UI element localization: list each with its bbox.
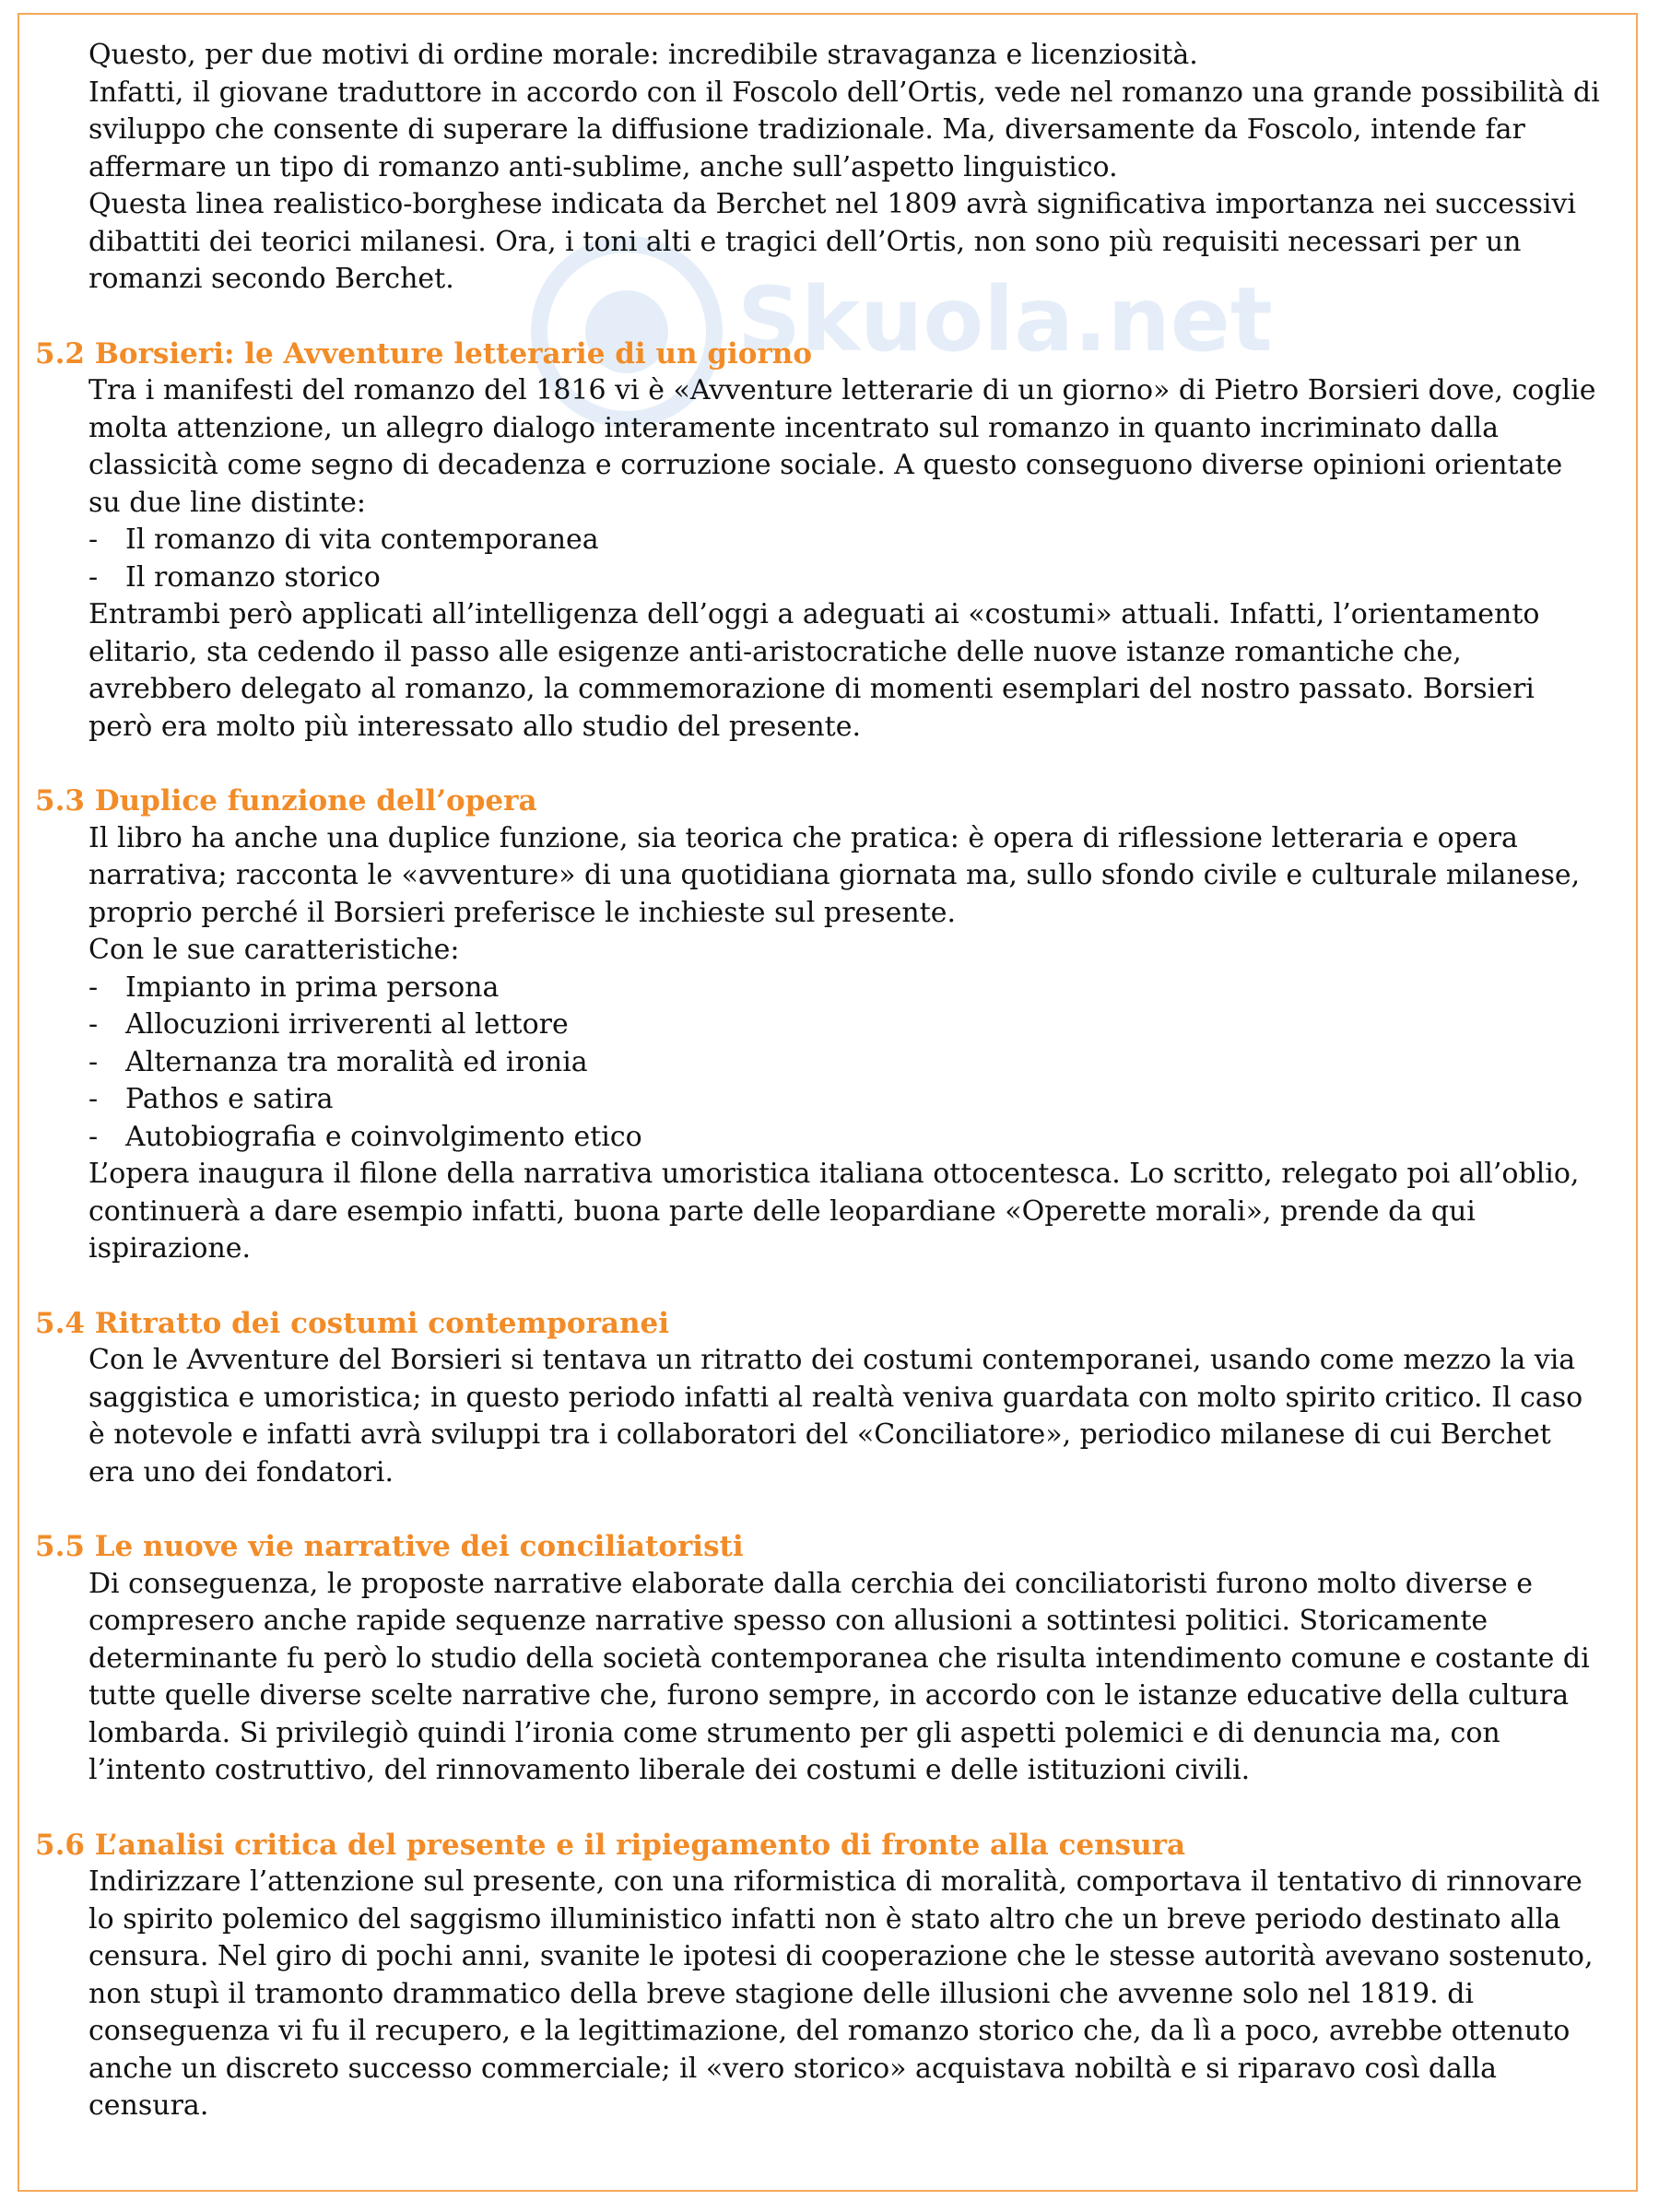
list-item-text: Il romanzo di vita contemporanea (125, 524, 599, 556)
list-item: - Autobiografia e coinvolgimento etico (88, 1120, 642, 1153)
paragraph: L’opera inaugura il filone della narrativa umoristica italiana ottocentesca. Lo scritto, relegato poi all’oblio, continuerà a dare esempio infatti, buona parte delle leopardiane «Operette morali», prende da qui ispirazione. (88, 1158, 1580, 1265)
list-item: - Impianto in prima persona (88, 971, 500, 1004)
list-item-text: Allocuzioni irriverenti al lettore (125, 1008, 569, 1041)
section-5-5 (35, 1528, 1602, 1790)
paragraph: Con le sue caratteristiche: (88, 934, 460, 966)
list-item-text: Pathos e satira (125, 1083, 334, 1115)
section-heading: 5.5 Le nuove vie narrative dei conciliatoristi (35, 1530, 744, 1563)
intro-section (35, 37, 1602, 299)
section-heading: 5.3 Duplice funzione dell’opera (35, 784, 537, 818)
bullet-list (88, 522, 1602, 596)
intro-paragraph: Questo, per due motivi di ordine morale: incredibile stravaganza e licenziosità. (88, 39, 1198, 71)
section-body (35, 1566, 1602, 1790)
list-item-text: Il romanzo storico (125, 560, 381, 594)
list-item-text: Autobiografia e coinvolgimento etico (125, 1120, 642, 1153)
section-5-3 (35, 782, 1602, 1268)
section-body (35, 1342, 1602, 1491)
intro-body (35, 37, 1602, 299)
list-item-text: Alternanza tra moralità ed ironia (125, 1045, 588, 1078)
document-body (35, 37, 1602, 2125)
section-body (35, 820, 1602, 1268)
paragraph: Entrambi però applicati all’intelligenza dell’oggi a adeguati ai «costumi» attuali. Infatti, l’orientamento elitario, sta cedendo il passo alle esigenze anti-aristocratiche delle nuove istanze romantiche che, avrebbero delegato al romanzo, la commemorazione di momenti esemplari del nostro passato. Borsieri però era molto più interessato allo studio del presente. (88, 598, 1540, 743)
list-item: - Alternanza tra moralità ed ironia (88, 1045, 588, 1078)
section-body (35, 1864, 1602, 2125)
list-item: - Pathos e satira (88, 1083, 334, 1115)
section-body (35, 372, 1602, 746)
section-5-2 (35, 335, 1602, 747)
list-item-text: Impianto in prima persona (125, 971, 500, 1004)
watermark-text: Skuola.net (737, 268, 1273, 371)
paragraph: Il libro ha anche una duplice funzione, sia teorica che pratica: è opera di riflessione letteraria e opera narrativa; racconta le «avventure» di una quotidiana giornata ma, sullo sfondo civile e culturale milanese, proprio perché il Borsieri preferisce le inchieste sul presente. (88, 821, 1581, 929)
intro-paragraph: Infatti, il giovane traduttore in accordo con il Foscolo dell’Ortis, vede nel romanzo una grande possibilità di sviluppo che consente di superare la diffusione tradizionale. Ma, diversamente da Foscolo, intende far affermare un tipo di romanzo anti-sublime, anche sull’aspetto linguistico. (88, 76, 1600, 183)
paragraph: Tra i manifesti del romanzo del 1816 vi è «Avventure letterarie di un giorno» di Pietro Borsieri dove, coglie molta attenzione, un allegro dialogo interamente incentrato sul romanzo in quanto incriminato dalla classicità come segno di decadenza e corruzione sociale. A questo conseguono diverse opinioni orientate su due line distinte: (88, 374, 1596, 519)
section-heading: 5.2 Borsieri: le Avventure letterarie di un giorno (35, 336, 813, 371)
section-heading: 5.4 Ritratto dei costumi contemporanei (35, 1306, 670, 1340)
list-item: - Il romanzo di vita contemporanea (88, 524, 599, 556)
intro-paragraph: Questa linea realistico-borghese indicata da Berchet nel 1809 avrà significativa importanza nei successivi dibattiti dei teorici milanesi. Ora, i toni alti e tragici dell’Ortis, non sono più requisiti necessari per un romanzi secondo Berchet. (88, 188, 1576, 295)
paragraph: Con le Avventure del Borsieri si tentava un ritratto dei costumi contemporanei, usando come mezzo la via saggistica e umoristica; in questo periodo infatti al realtà veniva guardata con molto spirito critico. Il caso è notevole e infatti avrà sviluppi tra i collaboratori del «Conciliatore», periodico milanese di cui Berchet era uno dei fondatori. (88, 1344, 1583, 1488)
section-5-4 (35, 1305, 1602, 1492)
list-item: - Il romanzo storico (88, 560, 381, 594)
bullet-list (88, 970, 1602, 1157)
section-5-6 (35, 1827, 1602, 2125)
list-item: - Allocuzioni irriverenti al lettore (88, 1008, 569, 1041)
paragraph: Indirizzare l’attenzione sul presente, con una riformistica di moralità, comportava il tentativo di rinnovare lo spirito polemico del saggismo illuministico infatti non è stato altro che un breve periodo destinato alla censura. Nel giro di pochi anni, svanite le ipotesi di cooperazione che le stesse autorità avevano sostenuto, non stupì il tramonto drammatico della breve stagione delle illusioni che avvenne solo nel 1819. di conseguenza vi fu il recupero, e la legittimazione, del romanzo storico che, da lì a poco, avrebbe ottenuto anche un discreto successo commerciale; il «vero storico» acquistava nobiltà e si riparavo così dalla censura. (88, 1865, 1594, 2122)
section-heading: 5.6 L’analisi critica del presente e il ripiegamento di fronte alla censura (35, 1828, 1186, 1862)
paragraph: Di conseguenza, le proposte narrative elaborate dalla cerchia dei conciliatoristi furono molto diverse e compresero anche rapide sequenze narrative spesso con allusioni a sottintesi politici. Storicamente determinante fu però lo studio della società contemporanea che risulta intendimento comune e costante di tutte quelle diverse scelte narrative che, furono sempre, in accordo con le istanze educative della cultura lombarda. Si privilegiò quindi l’ironia come strumento per gli aspetti polemici e di denuncia ma, con l’intento costruttivo, del rinnovamento liberale dei costumi e delle istituzioni civili. (88, 1567, 1590, 1786)
